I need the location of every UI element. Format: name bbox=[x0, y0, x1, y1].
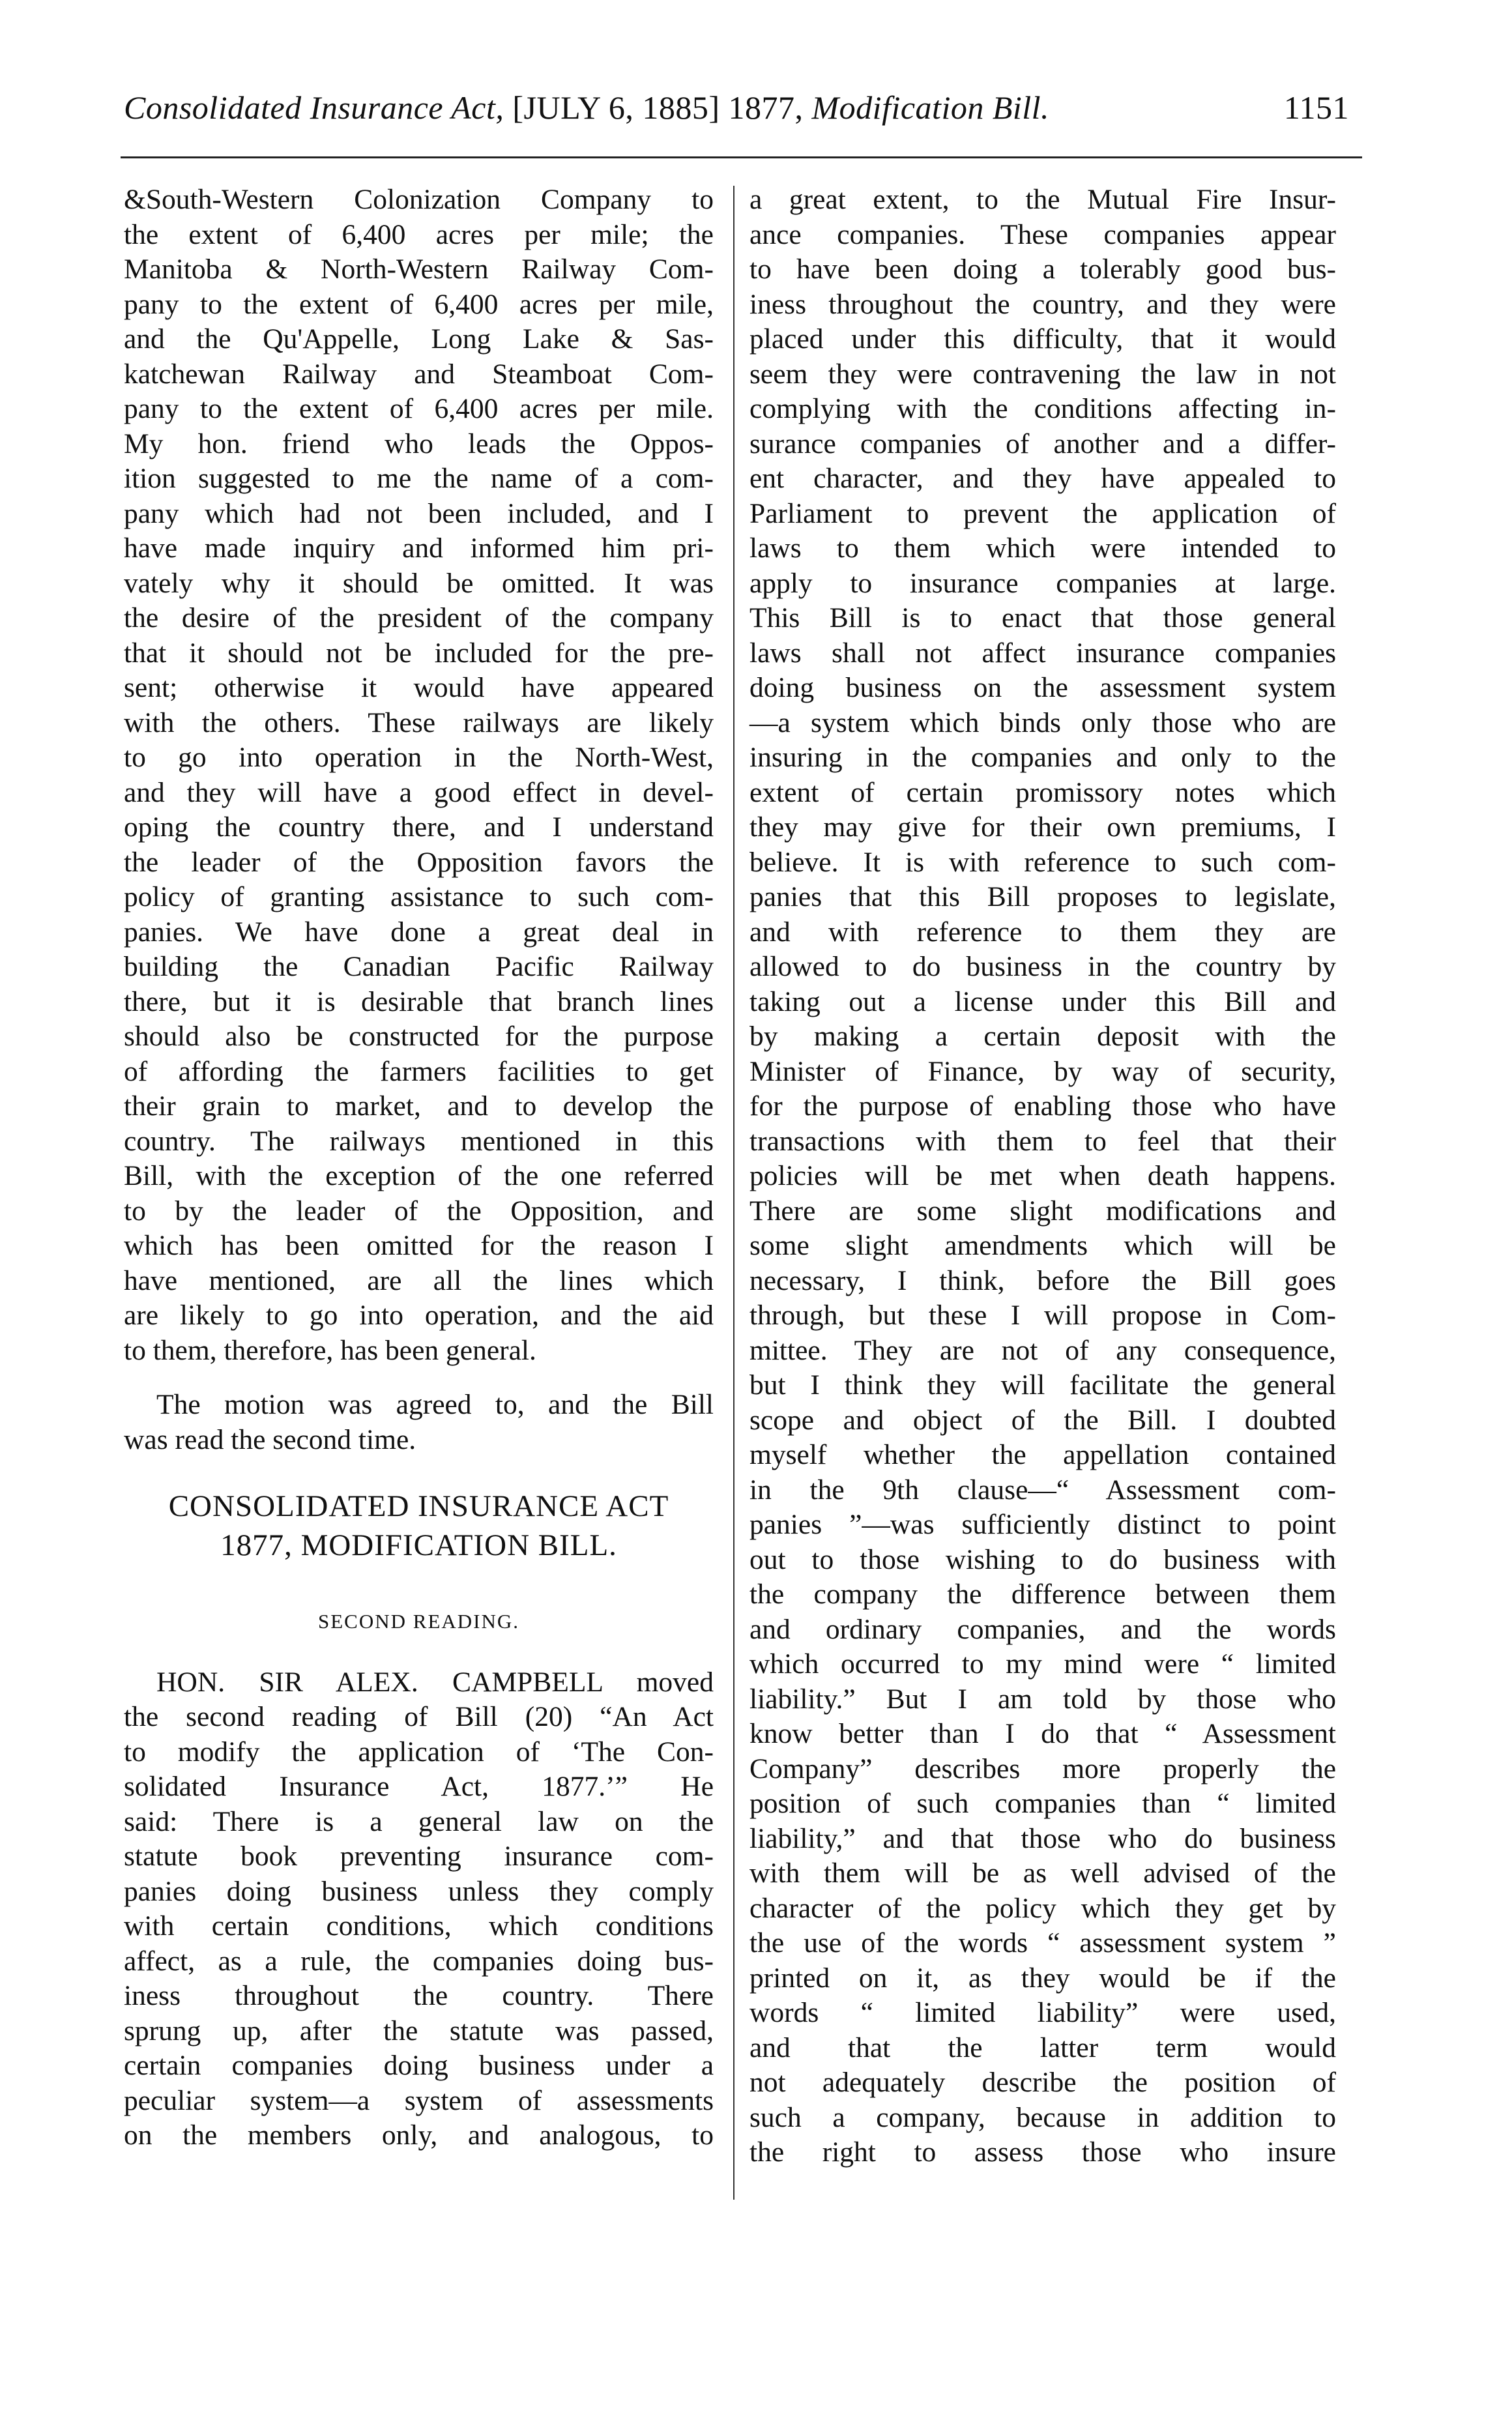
text-line: they may give for their own premiums, I bbox=[749, 811, 1336, 843]
section-heading-line-1: CONSOLIDATED INSURANCE ACT bbox=[168, 1489, 669, 1523]
text-line: country. The railways mentioned in this bbox=[124, 1125, 714, 1157]
text-line: &South-Western Colonization Company to bbox=[124, 184, 714, 215]
right-column bbox=[749, 182, 1336, 2170]
text-line: to have been doing a tolerably good bus- bbox=[749, 254, 1336, 285]
text-line: said: There is a general law on the bbox=[124, 1805, 714, 1837]
text-line: —a system which binds only those who are bbox=[749, 706, 1336, 738]
text-line: necessary, I think, before the Bill goes bbox=[749, 1264, 1336, 1296]
text-line: building the Canadian Pacific Railway bbox=[124, 951, 714, 982]
text-line: Bill, with the exception of the one referred bbox=[124, 1160, 714, 1191]
text-line: printed on it, as they would be if the bbox=[749, 1962, 1336, 1994]
text-line: have made inquiry and informed him pri- bbox=[124, 532, 714, 564]
text-line: through, but these I will propose in Com- bbox=[749, 1300, 1336, 1331]
text-line: oping the country there, and I understand bbox=[124, 811, 714, 843]
text-line: Manitoba & North-Western Railway Com- bbox=[124, 254, 714, 285]
text-line: complying with the conditions affecting in- bbox=[749, 393, 1336, 424]
left-paragraph-3 bbox=[124, 1665, 714, 2153]
text-line: scope and object of the Bill. I doubted bbox=[749, 1404, 1336, 1436]
text-line: the leader of the Opposition favors the bbox=[124, 846, 714, 878]
text-line: the right to assess those who insure bbox=[749, 2136, 1336, 2168]
text-line: character of the policy which they get by bbox=[749, 1892, 1336, 1924]
text-line: and ordinary companies, and the words bbox=[749, 1613, 1336, 1645]
text-line: certain companies doing business under a bbox=[124, 2050, 714, 2081]
text-line: the second reading of Bill (20) “An Act bbox=[124, 1701, 714, 1732]
text-line: iness throughout the country, and they were bbox=[749, 288, 1336, 320]
text-line: the extent of 6,400 acres per mile; the bbox=[124, 218, 714, 250]
section-heading-line-2: 1877, MODIFICATION BILL. bbox=[220, 1528, 617, 1562]
left-paragraph-2 bbox=[124, 1388, 714, 1457]
text-line: liability,” and that those who do business bbox=[749, 1822, 1336, 1854]
text-line: by making a certain deposit with the bbox=[749, 1021, 1336, 1052]
text-line: ition suggested to me the name of a com- bbox=[124, 463, 714, 494]
text-line: the use of the words “ assessment system ” bbox=[749, 1927, 1336, 1959]
text-line: policies will be met when death happens. bbox=[749, 1160, 1336, 1191]
text-line: to modify the application of ‘The Con- bbox=[124, 1736, 714, 1768]
text-line: out to those wishing to do business with bbox=[749, 1543, 1336, 1575]
header-year: 1877, bbox=[728, 89, 804, 126]
text-line: insuring in the companies and only to the bbox=[749, 742, 1336, 773]
text-line: sprung up, after the statute was passed, bbox=[124, 2015, 714, 2047]
text-line: was read the second time. bbox=[124, 1423, 416, 1455]
left-column bbox=[124, 182, 714, 2153]
text-line: Parliament to prevent the application of bbox=[749, 497, 1336, 529]
text-line: their grain to market, and to develop the bbox=[124, 1090, 714, 1122]
text-line: doing business on the assessment system bbox=[749, 672, 1336, 703]
text-line: laws to them which were intended to bbox=[749, 532, 1336, 564]
text-line: that it should not be included for the pre- bbox=[124, 637, 714, 669]
text-line: on the members only, and analogous, to bbox=[124, 2119, 714, 2151]
text-line: which has been omitted for the reason I bbox=[124, 1230, 714, 1261]
text-line: there, but it is desirable that branch lines bbox=[124, 985, 714, 1017]
text-line: panies that this Bill proposes to legislate, bbox=[749, 881, 1336, 912]
text-line: should also be constructed for the purpose bbox=[124, 1021, 714, 1052]
text-line: placed under this difficulty, that it would bbox=[749, 323, 1336, 355]
text-line: the desire of the president of the company bbox=[124, 602, 714, 634]
text-line: seem they were contravening the law in not bbox=[749, 358, 1336, 390]
text-line: have mentioned, are all the lines which bbox=[124, 1264, 714, 1296]
text-line: in the 9th clause—“ Assessment com- bbox=[749, 1474, 1336, 1506]
text-line: My hon. friend who leads the Oppos- bbox=[124, 428, 714, 459]
text-line: katchewan Railway and Steamboat Com- bbox=[124, 358, 714, 390]
text-line: which occurred to my mind were “ limited bbox=[749, 1648, 1336, 1680]
text-line: know better than I do that “ Assessment bbox=[749, 1718, 1336, 1749]
text-line: some slight amendments which will be bbox=[749, 1230, 1336, 1261]
text-line: are likely to go into operation, and the aid bbox=[124, 1300, 714, 1331]
text-line: of affording the farmers facilities to get bbox=[124, 1055, 714, 1087]
text-line: liability.” But I am told by those who bbox=[749, 1683, 1336, 1715]
text-line: vately why it should be omitted. It was bbox=[124, 567, 714, 599]
text-line: Company” describes more properly the bbox=[749, 1753, 1336, 1784]
text-line: and with reference to them they are bbox=[749, 916, 1336, 948]
left-paragraph-1 bbox=[124, 182, 714, 1368]
text-line: with certain conditions, which conditions bbox=[124, 1910, 714, 1942]
text-line: transactions with them to feel that their bbox=[749, 1125, 1336, 1157]
header-date: [JULY 6, 1885] bbox=[512, 89, 720, 126]
text-line: panies ”—was sufficiently distinct to point bbox=[749, 1509, 1336, 1540]
text-line: and that the latter term would bbox=[749, 2032, 1336, 2063]
text-line: the company the difference between them bbox=[749, 1579, 1336, 1610]
text-line: with them will be as well advised of the bbox=[749, 1857, 1336, 1889]
text-line: allowed to do business in the country by bbox=[749, 951, 1336, 982]
text-line: ent character, and they have appealed to bbox=[749, 463, 1336, 494]
text-line: myself whether the appellation contained bbox=[749, 1439, 1336, 1470]
text-line: but I think they will facilitate the general bbox=[749, 1369, 1336, 1401]
text-line: panies doing business unless they comply bbox=[124, 1875, 714, 1907]
text-line: statute book preventing insurance com- bbox=[124, 1841, 714, 1872]
text-line: laws shall not affect insurance companies bbox=[749, 637, 1336, 669]
text-line: with the others. These railways are likely bbox=[124, 706, 714, 738]
text-line: apply to insurance companies at large. bbox=[749, 567, 1336, 599]
text-line: for the purpose of enabling those who have bbox=[749, 1090, 1336, 1122]
text-line: peculiar system—a system of assessments bbox=[124, 2084, 714, 2116]
text-line: believe. It is with reference to such com- bbox=[749, 846, 1336, 878]
text-line: position of such companies than “ limited bbox=[749, 1788, 1336, 1819]
text-line: and they will have a good effect in devel- bbox=[124, 776, 714, 808]
text-line: ance companies. These companies appear bbox=[749, 218, 1336, 250]
column-divider bbox=[733, 186, 734, 2200]
text-line: and the Qu'Appelle, Long Lake & Sas- bbox=[124, 323, 714, 355]
text-line: solidated Insurance Act, 1877.’” He bbox=[124, 1771, 714, 1802]
header-title: Consolidated Insurance Act, bbox=[124, 89, 504, 126]
text-line: not adequately describe the position of bbox=[749, 2067, 1336, 2098]
text-line: affect, as a rule, the companies doing bus- bbox=[124, 1945, 714, 1977]
text-line: words “ limited liability” were used, bbox=[749, 1997, 1336, 2028]
text-line: pany to the extent of 6,400 acres per mile. bbox=[124, 393, 714, 424]
text-line: taking out a license under this Bill and bbox=[749, 985, 1336, 1017]
text-line: HON. SIR ALEX. CAMPBELL moved bbox=[156, 1666, 714, 1698]
text-line: to go into operation in the North-West, bbox=[124, 742, 714, 773]
text-line: panies. We have done a great deal in bbox=[124, 916, 714, 948]
paragraph-gap bbox=[124, 1368, 714, 1388]
text-line: There are some slight modifications and bbox=[749, 1195, 1336, 1227]
text-line: This Bill is to enact that those general bbox=[749, 602, 1336, 634]
text-line: The motion was agreed to, and the Bill bbox=[156, 1389, 714, 1420]
section-subheading: SECOND READING. bbox=[318, 1610, 519, 1633]
text-line: to by the leader of the Opposition, and bbox=[124, 1195, 714, 1227]
text-line: pany which had not been included, and I bbox=[124, 497, 714, 529]
text-line: pany to the extent of 6,400 acres per mile, bbox=[124, 288, 714, 320]
text-line: mittee. They are not of any consequence, bbox=[749, 1334, 1336, 1366]
page-number: 1151 bbox=[1283, 89, 1349, 126]
text-line: policy of granting assistance to such com- bbox=[124, 881, 714, 912]
text-line: such a company, because in addition to bbox=[749, 2101, 1336, 2133]
text-line: extent of certain promissory notes which bbox=[749, 776, 1336, 808]
text-line: Minister of Finance, by way of security, bbox=[749, 1055, 1336, 1087]
running-header bbox=[124, 88, 1349, 127]
text-line: surance companies of another and a differ- bbox=[749, 428, 1336, 459]
text-line: iness throughout the country. There bbox=[124, 1980, 714, 2011]
text-line: a great extent, to the Mutual Fire Insur- bbox=[749, 184, 1336, 215]
text-line: to them, therefore, has been general. bbox=[124, 1334, 536, 1366]
text-line: sent; otherwise it would have appeared bbox=[124, 672, 714, 703]
header-title-2: Modification Bill. bbox=[811, 89, 1050, 126]
header-rule bbox=[121, 156, 1362, 158]
